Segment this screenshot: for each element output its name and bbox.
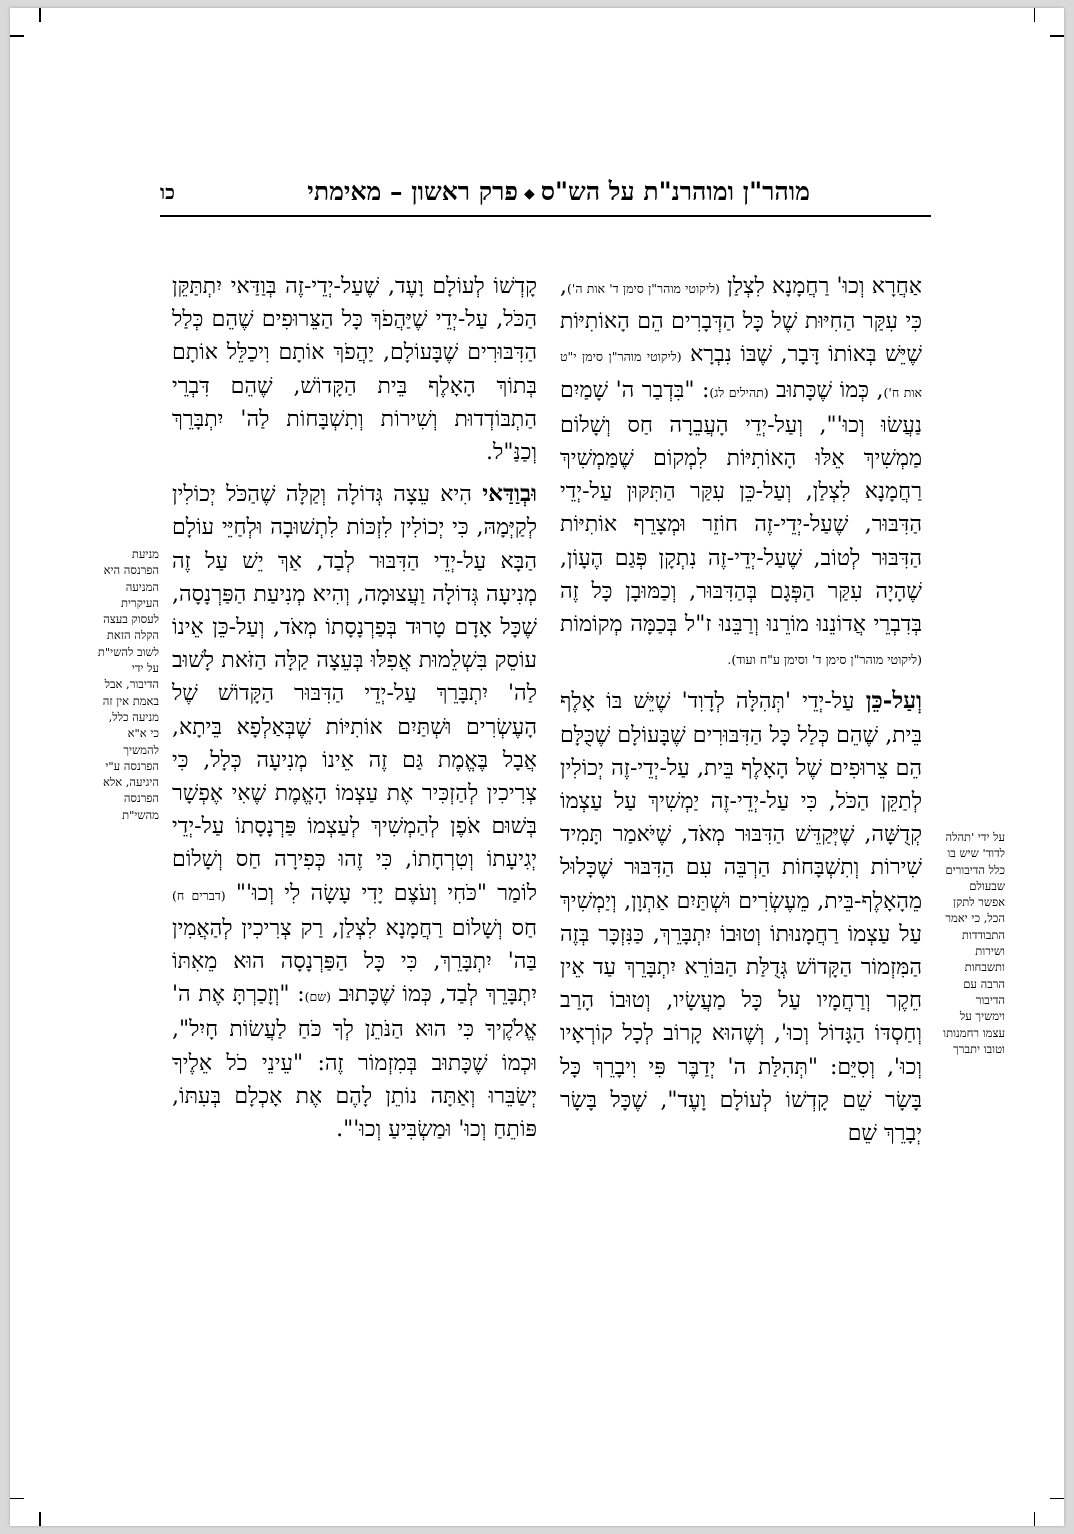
crop-mark [1050,35,1064,37]
paragraph-lead-word: וּבְוַדַּאי [482,480,537,508]
crop-mark [39,1512,41,1526]
crop-mark [1034,1512,1036,1526]
crop-mark [10,1498,24,1500]
paragraph [172,270,537,469]
source-reference: (דברים ח) [172,887,226,903]
body-text: : "בִּדְבַר ה' שָׁמַיִם נַעֲשׂוּ וְכוּ'", וְעַל-יְדֵי הָעֲבֵרָה חַס וְשָׁלוֹם מַמְשִׁיךְ אֵלּוּ הָאוֹתִיּוֹת לִמְקוֹם שֶׁמַּמְשִׁיךְ רַחֲמָנָא לִצְלַן, וְעַל-כֵּן עִקַּר הַתִּקּוּן עַל-יְדֵי הַדִּבּוּר, שֶׁעַל-יְדֵי-זֶה חוֹזֵר וּמְצָרֵף אוֹתִיּוֹת הַדִּבּוּר לְטוֹב, שֶׁעַל-יְדֵי-זֶה נִתְקָן פְּגַם הֶעָוֹן, שֶׁהָיָה עִקַּר הַפְּגָם בְּהַדִּבּוּר, וְכַמּוּבָן כָּל זֶה בְּדִבְרֵי אֲדוֹנֵנוּ מוֹרֵנוּ וְרַבֵּנוּ ז"ל בְּכַמָּה מְקוֹמוֹת [560,377,922,638]
crop-mark [1050,1498,1064,1500]
source-reference: (ליקוטי מוהר"ן סימן י"ט אות ח') [560,349,923,400]
crop-mark [10,35,24,37]
header-bullet: ◆ [523,185,535,202]
body-text: הִיא עֵצָה גְּדוֹלָה וְקַלָּה שֶׁהַכֹּל יְכוֹלִין לְקַיְּמָהּ, כִּי יְכוֹלִין לִזְכּוֹת לִתְשׁוּבָה וּלְחַיֵּי עוֹלָם הַבָּא עַל-יְדֵי הַדִּבּוּר לְבַד, אַךְ יֵשׁ עַל זֶה מְנִיעָה גְּדוֹלָה וַעֲצוּמָה, וְהִיא מְנִיעַת הַפַּרְנָסָה, שֶׁכָּל אָדָם טָרוּד בְּפַרְנָסָתוֹ מְאֹד, וְעַל-כֵּן אֵינוֹ עוֹסֵק בִּשְׁלֵמוּת אֲפִלּוּ בְּעֵצָה קַלָּה הַזֹּאת לָשׁוּב לַה' יִתְבָּרֵךְ עַל-יְדֵי הַדִּבּוּר הַקָּדוֹשׁ שֶׁל הָעֶשְׂרִים וּשְׁתַּיִם אוֹתִיּוֹת שֶׁבְּאַלְפָא בֵּיתָא, אֲבָל בֶּאֱמֶת גַּם זֶה אֵינוֹ מְנִיעָה כְּלָל, כִּי צְרִיכִין לְהַזְכִּיר אֶת עַצְמוֹ הָאֱמֶת שֶׁאִי אֶפְשָׁר בְּשׁוּם אֹפֶן לְהַמְשִׁיךְ לְעַצְמוֹ פַּרְנָסָתוֹ עַל-יְדֵי יְגִיעָתוֹ וְטִרְחָתוֹ, כִּי זֶהוּ כְּפִירָה חַס וְשָׁלוֹם לוֹמַר "כֹּחִי וְעֹצֶם יָדִי עָשָׂה לִי וְכוּ'" [172,482,538,906]
header-rule [160,215,931,217]
body-text: אַחֲרָא וְכוּ' רַחֲמָנָא לִצְלַן [719,274,922,299]
body-text: , כְּמוֹ שֶׁכָּתוּב [768,377,884,403]
page-number: כו [160,180,175,204]
header-title [307,172,810,214]
book-title: מוהר"ן ומוהרנ"ת על הש"ס [540,177,810,206]
right-text-column [560,270,922,1150]
margin-note-left: מניעת הפרנסה היא המניעה העיקרית לעסוק בעצה הקלה הזאת לשוב להשי"ת על ידי הדיבור, אבל באמת אין זה מניעה כלל, כי א"א להמשיך הפרנסה ע"י היגיעה, אלא הפרנסה מהשי"ת [97,547,159,822]
body-text: קָדְשׁוֹ לְעוֹלָם וָעֶד, שֶׁעַל-יְדֵי-זֶה בְּוַדַּאי יִתְתַּקֵּן הַכֹּל, עַל-יְדֵי שֶׁיַּהֲפֹךְ כָּל הַצֵּרוּפִים שֶׁהֵם כְּלַל הַדִּבּוּרִים שֶׁבָּעוֹלָם, יַהֲפֹךְ אוֹתָם וִיכַלֵּל אוֹתָם בְּתוֹךְ הָאָלֶף בֵּית הַקָּדוֹשׁ, שֶׁהֵם דִּבְרֵי הַתְבּוֹדְדוּת וְשִׁירוֹת וְתִשְׁבָּחוֹת לַה' יִתְבָּרֵךְ וְכַנַּ"ל. [172,274,537,466]
body-text: עַל-יְדֵי 'תְּהִלָּה לְדָוִד' שֶׁיֵּשׁ בּוֹ אָלֶף בֵּית, שֶׁהֵם כְּלַל כָּל הַדִּבּוּרִים שֶׁבָּעוֹלָם שֶׁכֻּלָּם הֵם צֵרוּפִים שֶׁל הָאָלֶף בֵּית, עַל-יְדֵי-זֶה יְכוֹלִין לְתַקֵּן הַכֹּל, כִּי עַל-יְדֵי-זֶה יַמְשִׁיךְ עַל עַצְמוֹ קְדֻשָּׁה, שֶׁיְּקַדֵּשׁ הַדִּבּוּר מְאֹד, שֶׁיֹּאמַר תָּמִיד שִׁירוֹת וְתִשְׁבָּחוֹת הַרְבֵּה עִם הַדִּבּוּר שֶׁכָּלוּל מֵהָאָלֶף-בֵּית, מֵעֶשְׂרִים וּשְׁתַּיִם אַתְוָן, וְיַמְשִׁיךְ עַל עַצְמוֹ רַחֲמָנוּתוֹ וְטוּבוֹ יִתְבָּרֵךְ, כַּנִּזְכָּר בְּזֶה הַמִּזְמוֹר הַקָּדוֹשׁ גְּדֻלַּת הַבּוֹרֵא יִתְבָּרֵךְ עַד אֵין חֵקֶר וְרַחֲמָיו עַל כָּל מַעֲשָׂיו, וְטוּבוֹ הָרַב וְחַסְדּוֹ הַגָּדוֹל וְכוּ', וְשֶׁהוּא קָרוֹב לְכָל קוֹרְאָיו וְכוּ', וְסִיֵּם: "תְּהִלַּת ה' יְדַבֶּר פִּי וִיבָרֵךְ כָּל בָּשָׂר שֵׁם קָדְשׁוֹ לְעוֹלָם וָעֶד", שֶׁכָּל בָּשָׂר יְבָרֵךְ שֵׁם [560,689,922,1147]
book-page [10,8,1064,1526]
paragraph [560,684,922,1150]
margin-note-right: על ידי 'תהלה לדוד' שיש בו כלל הדיבורים שבעולם אפשר לתקן הכל, כי יאמר התבודדות ושירות ותשבחות הרבה עם הדיבור וימשיך על עצמו רחמנותו וטובו יתברך [943,830,1005,1056]
source-reference: (תהילים לג) [709,384,769,400]
paragraph [172,477,537,1146]
body-text: : "וְזָכַרְתָּ אֶת ה' אֱלֹקֶיךָ כִּי הוּא הַנֹּתֵן לְךָ כֹּחַ לַעֲשׂוֹת חָיִל", וּכְמוֹ שֶׁכָּתוּב בְּמִזְמוֹר זֶה: "עֵינֵי כֹל אֵלֶיךָ יְשַׂבֵּרוּ וְאַתָּה נוֹתֵן לָהֶם אֶת אָכְלָם בְּעִתּוֹ, פּוֹתֵחַ וְכוּ' וּמַשְׂבִּיעַ וְכוּ'". [172,982,537,1143]
source-reference: (שם) [304,989,332,1005]
body-text: , כִּי עִקַּר הַחִיּוּת שֶׁל כָּל הַדְּבָרִים הֵם הָאוֹתִיּוֹת שֶׁיֵּשׁ בְּאוֹתוֹ דָּבָר, שֶׁבּוֹ נִבְרָא [560,274,922,368]
body-text: חַס וְשָׁלוֹם רַחֲמָנָא לִצְלַן, רַק צְרִיכִין לְהַאֲמִין בַּה' יִתְבָּרֵךְ, כִּי כָּל הַפַּרְנָסָה הוּא מֵאִתּוֹ יִתְבָּרֵךְ לְבַד, כְּמוֹ שֶׁכָּתוּב [172,915,537,1008]
crop-mark [39,8,41,22]
crop-mark [1034,8,1036,22]
paragraph-lead-word: וְעַל-כֵּן [865,687,922,715]
source-reference: (ליקוטי מוהר"ן סימן ד' אות ה') [567,281,720,296]
running-header [160,172,930,212]
source-reference: (ליקוטי מוהר"ן סימן ד' וסימן ע"ח ועוד). [727,652,922,668]
paragraph [560,270,922,676]
left-text-column [172,270,537,1146]
chapter-title: פרק ראשון – מאימתי [307,177,518,206]
